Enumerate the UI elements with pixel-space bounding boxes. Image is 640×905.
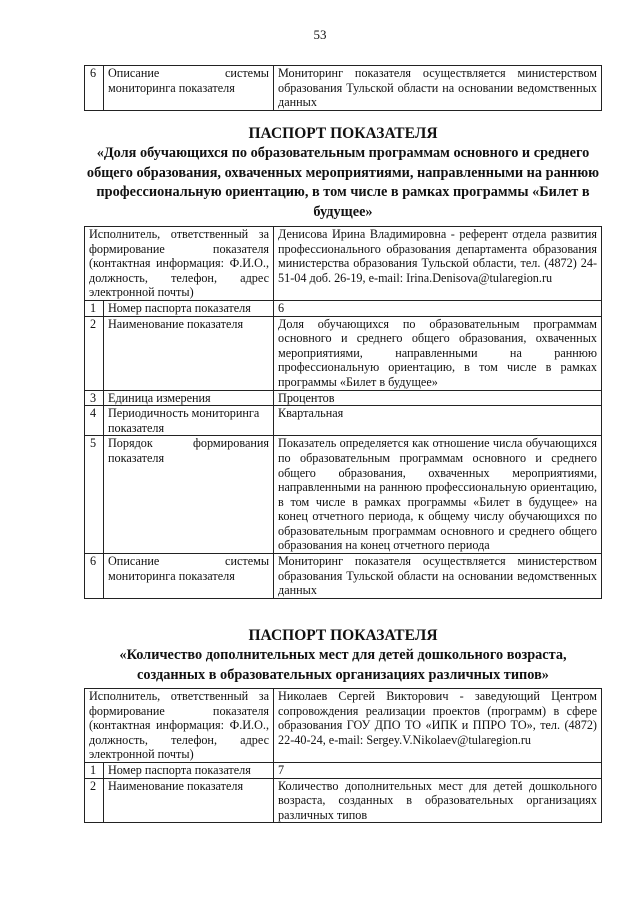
row-number: 2 bbox=[85, 316, 104, 390]
row-label: Описание системы мониторинга показателя bbox=[104, 554, 274, 599]
passport6-heading-block bbox=[84, 124, 602, 222]
row-number: 6 bbox=[85, 66, 104, 111]
row-label: Номер паспорта показателя bbox=[104, 300, 274, 316]
top-table bbox=[84, 65, 602, 111]
row-number: 6 bbox=[85, 554, 104, 599]
row-number: 3 bbox=[85, 390, 104, 406]
row-number: 4 bbox=[85, 406, 104, 436]
row-number: 1 bbox=[85, 762, 104, 778]
passport7-heading-block bbox=[84, 626, 602, 685]
row-label: Описание системы мониторинга показателя bbox=[104, 66, 274, 111]
executor-label: Исполнитель, ответственный за формирование показателя (контактная информация: Ф.И.О., должность, телефон, адрес электронной почты) bbox=[85, 227, 274, 301]
row-label: Единица измерения bbox=[104, 390, 274, 406]
executor-label: Исполнитель, ответственный за формирование показателя (контактная информация: Ф.И.О., должность, телефон, адрес электронной почты) bbox=[85, 689, 274, 763]
passport7-heading: ПАСПОРТ ПОКАЗАТЕЛЯ bbox=[248, 627, 438, 644]
table-row bbox=[85, 316, 602, 390]
row-number: 2 bbox=[85, 778, 104, 823]
passport6-heading: ПАСПОРТ ПОКАЗАТЕЛЯ bbox=[248, 125, 438, 142]
executor-value: Николаев Сергей Викторович - заведующий Центром сопровождения реализации проектов (программ) в сфере образования ГОУ ДПО ТО «ИПК и ППРО ТО», тел. (4872) 22-40-24, e-mail: Sergey.V.Nikolaev@tularegion.ru bbox=[274, 689, 602, 763]
row-number: 5 bbox=[85, 436, 104, 554]
row-value: 6 bbox=[274, 300, 602, 316]
table-row bbox=[85, 436, 602, 554]
table-row bbox=[85, 390, 602, 406]
row-label: Номер паспорта показателя bbox=[104, 762, 274, 778]
passport6-title: «Доля обучающихся по образовательным программам основного и среднего общего образования, охваченных мероприятиями, направленными на раннюю профессиональную ориентацию, в том числе в рамках программы «Билет в будущее» bbox=[86, 145, 600, 220]
row-label: Наименование показателя bbox=[104, 778, 274, 823]
table-row bbox=[85, 300, 602, 316]
page-number: 53 bbox=[313, 27, 327, 42]
table-row bbox=[85, 406, 602, 436]
row-value: 7 bbox=[274, 762, 602, 778]
table-row bbox=[85, 227, 602, 301]
passport6-table bbox=[84, 226, 602, 599]
row-label: Периодичность мониторинга показателя bbox=[104, 406, 274, 436]
table-row bbox=[85, 66, 602, 111]
row-label: Порядок формирования показателя bbox=[104, 436, 274, 554]
row-value: Процентов bbox=[274, 390, 602, 406]
table-row bbox=[85, 762, 602, 778]
table-row bbox=[85, 554, 602, 599]
row-value: Количество дополнительных мест для детей дошкольного возраста, созданных в образовательных организациях различных типов bbox=[274, 778, 602, 823]
row-value: Мониторинг показателя осуществляется министерством образования Тульской области на основании ведомственных данных bbox=[274, 66, 602, 111]
executor-value: Денисова Ирина Владимировна - референт отдела развития профессионального образования департамента образования министерства образования Тульской области, тел. (4872) 24-51-04 доб. 26-19, e-mail: Irina.Denisova@tularegion.ru bbox=[274, 227, 602, 301]
passport7-table bbox=[84, 688, 602, 823]
row-value: Мониторинг показателя осуществляется министерством образования Тульской области на основании ведомственных данных bbox=[274, 554, 602, 599]
row-number: 1 bbox=[85, 300, 104, 316]
table-row bbox=[85, 778, 602, 823]
row-value: Квартальная bbox=[274, 406, 602, 436]
row-label: Наименование показателя bbox=[104, 316, 274, 390]
table-row bbox=[85, 689, 602, 763]
row-value: Доля обучающихся по образовательным программам основного и среднего общего образования, охваченных мероприятиями, направленными на раннюю профессиональную ориентацию, в том числе в рамках программы «Билет в будущее» bbox=[274, 316, 602, 390]
passport7-title: «Количество дополнительных мест для детей дошкольного возраста, созданных в образовательных организациях различных типов» bbox=[119, 647, 567, 683]
row-value: Показатель определяется как отношение числа обучающихся по образовательным программам основного и среднего общего образования, охваченных мероприятиями, направленными на раннюю профессиональную ориентацию, в том числе в рамках программы «Билет в будущее» на конец отчетного периода, к общему числу обучающихся по образовательным программам основного и среднего общего образования на конец отчетного периода bbox=[274, 436, 602, 554]
